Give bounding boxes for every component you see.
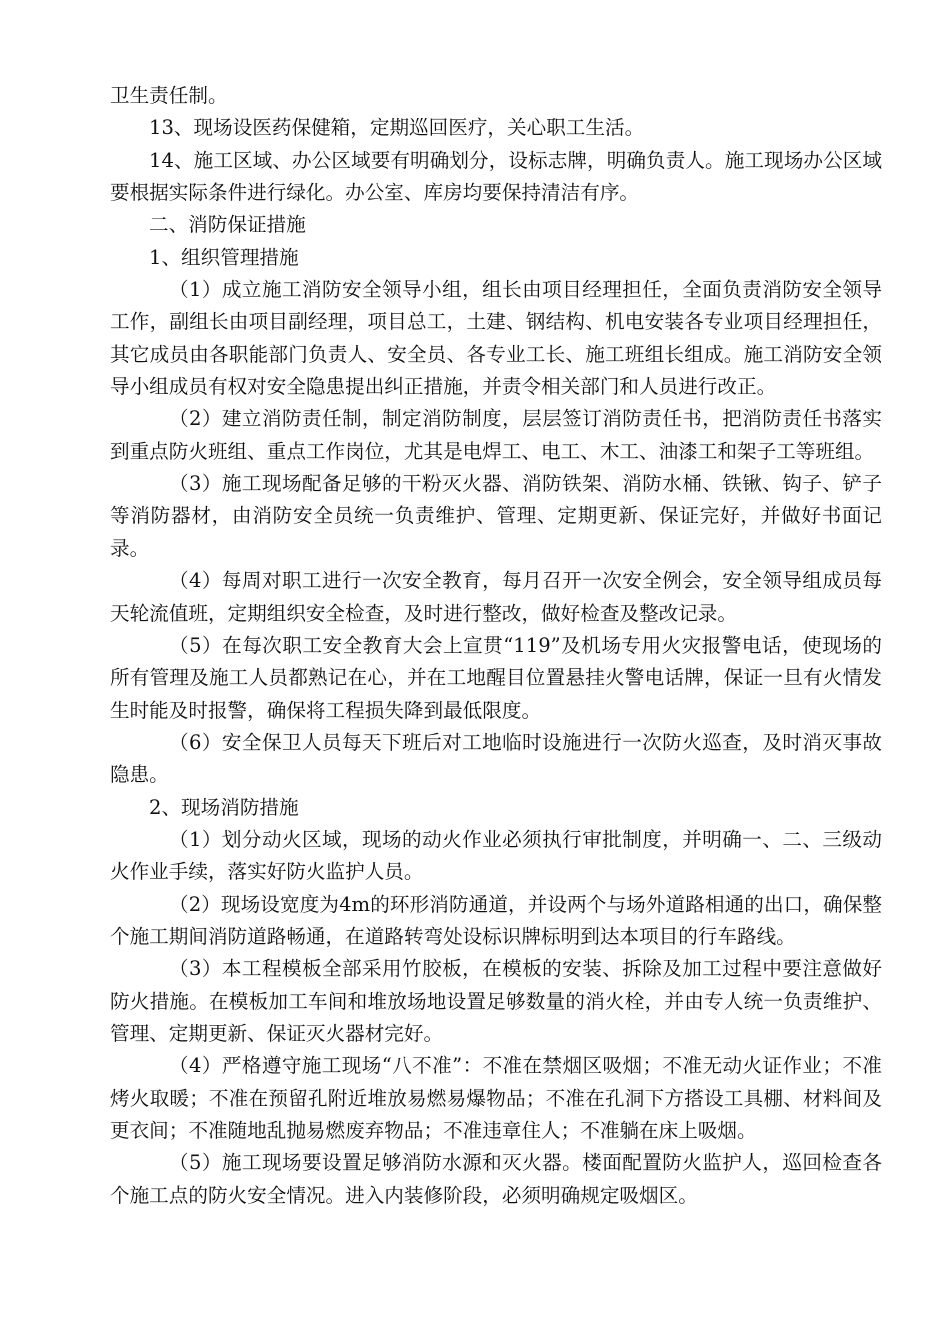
section-heading-fire-protection: 二、消防保证措施 — [149, 213, 306, 237]
paragraph-site-5: （5）施工现场要设置足够消防水源和灭火器。楼面配置防火监护人，巡回检查各个施工点的防火安全情况。进入内装修阶段，必须明确规定吸烟区。 — [110, 1151, 882, 1207]
paragraph-continuation: 卫生责任制。 — [110, 84, 228, 107]
paragraph-site-2: （2）现场设宽度为4m的环形消防通道，并设两个与场外道路相通的出口，确保整个施工期间消防道路畅通，在道路转弯处设标识牌标明到达本项目的行车路线。 — [110, 892, 882, 948]
document-page — [110, 80, 882, 1212]
paragraph-site-3: （3）本工程模板全部采用竹胶板，在模板的安装、拆除及加工过程中要注意做好防火措施。在模板加工车间和堆放场地设置足够数量的消火栓，并由专人统一负责维护、管理、定期更新、保证灭火器材完好。 — [110, 957, 882, 1045]
paragraph-org-6: （6）安全保卫人员每天下班后对工地临时设施进行一次防火巡查，及时消灭事故隐患。 — [110, 730, 882, 787]
paragraph-org-4: （4）每周对职工进行一次安全教育，每月召开一次安全例会，安全领导组成员每天轮流值班，定期组织安全检查，及时进行整改，做好检查及整改记录。 — [110, 569, 882, 625]
paragraph-org-3: （3）施工现场配备足够的干粉灭火器、消防铁架、消防水桶、铁锹、钩子、铲子等消防器材，由消防安全员统一负责维护、管理、定期更新、保证完好，并做好书面记录。 — [110, 472, 882, 560]
paragraph-org-1: （1）成立施工消防安全领导小组，组长由项目经理担任，全面负责消防安全领导工作，副组长由项目副经理，项目总工，土建、钢结构、机电安装各专业项目经理担任，其它成员由各职能部门负责人、安全员、各专业工长、施工班组长组成。施工消防安全领导小组成员有权对安全隐患提出纠正措施，并责令相关部门和人员进行改正。 — [110, 278, 882, 399]
paragraph-site-1: （1）划分动火区域，现场的动火作业必须执行审批制度，并明确一、二、三级动火作业手续，落实好防火监护人员。 — [110, 827, 882, 884]
paragraph-item-14: 14、施工区域、办公区域要有明确划分，设标志牌，明确负责人。施工现场办公区域要根据实际条件进行绿化。办公室、库房均要保持清洁有序。 — [110, 148, 882, 205]
subsection-heading-site-fire: 2、现场消防措施 — [149, 795, 299, 819]
paragraph-org-5: （5）在每次职工安全教育大会上宣贯“119”及机场专用火灾报警电话，使现场的所有管理及施工人员都熟记在心，并在工地醒目位置悬挂火警电话牌，保证一旦有火情发生时能及时报警，确保将工程损失降到最低限度。 — [110, 633, 882, 722]
paragraph-site-4: （4）严格遵守施工现场“八不准”：不准在禁烟区吸烟；不准无动火证作业；不准烤火取暖；不准在预留孔附近堆放易燃易爆物品；不准在孔洞下方搭设工具棚、材料间及更衣间；不准随地乱抛易燃废弃物品；不准违章住人；不准躺在床上吸烟。 — [110, 1054, 882, 1142]
paragraph-org-2: （2）建立消防责任制，制定消防制度，层层签订消防责任书，把消防责任书落实到重点防火班组、重点工作岗位，尤其是电焊工、电工、木工、油漆工和架子工等班组。 — [110, 407, 882, 463]
subsection-heading-organization: 1、组织管理措施 — [149, 245, 299, 269]
paragraph-item-13: 13、现场设医药保健箱，定期巡回医疗，关心职工生活。 — [149, 116, 645, 140]
